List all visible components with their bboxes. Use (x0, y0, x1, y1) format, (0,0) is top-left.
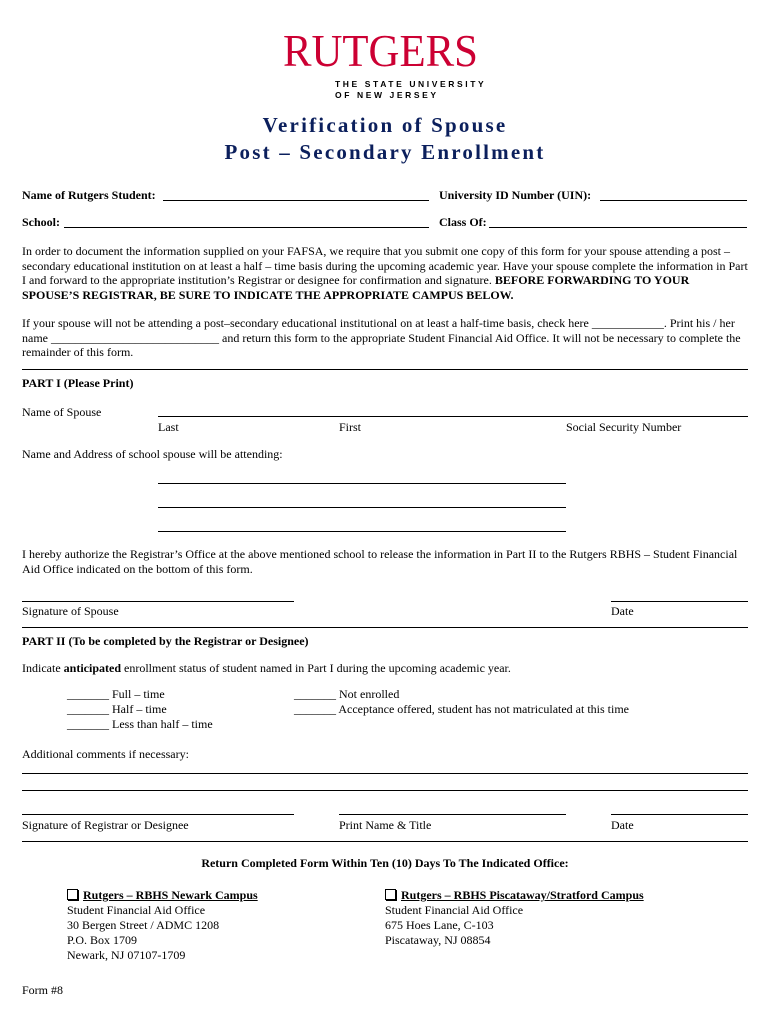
not-attending-part-2: . Print his / her name (22, 316, 735, 345)
print-name-label: Print Name & Title (339, 818, 432, 832)
uin-field[interactable] (600, 200, 747, 201)
intro-paragraph (22, 244, 748, 302)
school-attending-label: Name and Address of school spouse will be attending: (22, 447, 283, 461)
newark-campus-title: Rutgers – RBHS Newark Campus (83, 888, 258, 902)
check-here-blank[interactable]: ____________ (591, 316, 664, 330)
newark-line-3: P.O. Box 1709 (67, 933, 138, 947)
divider-part-2 (22, 627, 748, 628)
form-title-line-1: Verification of Spouse (262, 113, 508, 137)
spouse-name-line[interactable] (158, 416, 748, 417)
part-2-heading: PART II (To be completed by the Registrar or Designee) (22, 634, 309, 648)
option-half-time[interactable]: _______ Half – time (67, 702, 167, 716)
spouse-date-label: Date (611, 604, 634, 618)
col-last-label: Last (158, 420, 179, 434)
comments-line-2[interactable] (22, 790, 748, 791)
piscataway-office-block (385, 888, 644, 948)
not-attending-part-3: and return this form to the appropriate Student Financial Aid Office. It will not be necessary to complete the remainder of this form. (22, 330, 741, 359)
school-label: School: (22, 215, 61, 229)
spouse-name-label: Name of Spouse (22, 405, 102, 419)
print-name-line[interactable] (339, 814, 566, 815)
authorize-paragraph: I hereby authorize the Registrar’s Office at the above mentioned school to release the information in Part II to the Rutgers RBHS – Student Financial Aid Office indicated on the bottom of this form. (22, 547, 738, 576)
piscataway-checkbox-row[interactable] (385, 888, 644, 903)
form-number: Form #8 (22, 983, 64, 997)
piscataway-checkbox-icon[interactable] (385, 889, 396, 900)
logo-wordmark: RUTGERS (283, 25, 478, 76)
newark-office-block (67, 888, 258, 963)
newark-line-4: Newark, NJ 07107-1709 (67, 948, 186, 962)
newark-checkbox-icon[interactable] (67, 889, 78, 900)
piscataway-line-2: 675 Hoes Lane, C-103 (385, 918, 494, 932)
registrar-signature-label: Signature of Registrar or Designee (22, 818, 189, 832)
class-of-field[interactable] (489, 227, 747, 228)
option-full-time[interactable]: _______ Full – time (67, 687, 165, 701)
school-address-line-3[interactable] (158, 531, 566, 532)
comments-label: Additional comments if necessary: (22, 747, 189, 761)
intro-bold-text: BEFORE FORWARDING TO YOUR SPOUSE’S REGISTRAR, BE SURE TO INDICATE THE APPROPRIATE CAMPUS BELOW. (22, 273, 690, 302)
logo-line-1: THE STATE UNIVERSITY (335, 79, 487, 89)
registrar-date-line[interactable] (611, 814, 748, 815)
spouse-name-blank[interactable]: ____________________________ (51, 330, 219, 345)
divider-return (22, 841, 748, 842)
logo-line-2: OF NEW JERSEY (335, 90, 439, 100)
newark-line-1: Student Financial Aid Office (67, 903, 206, 917)
uin-label: University ID Number (UIN): (439, 188, 592, 202)
class-of-label: Class Of: (439, 215, 487, 229)
piscataway-campus-title: Rutgers – RBHS Piscataway/Stratford Campus (401, 888, 644, 902)
divider-part-1 (22, 369, 748, 370)
form-title-line-2: Post – Secondary Enrollment (224, 140, 546, 164)
spouse-signature-label: Signature of Spouse (22, 604, 119, 618)
indicate-text (22, 661, 511, 676)
registrar-date-label: Date (611, 818, 634, 832)
option-less-than-half[interactable]: _______ Less than half – time (67, 717, 213, 731)
piscataway-line-3: Piscataway, NJ 08854 (385, 933, 491, 947)
col-ssn-label: Social Security Number (566, 420, 682, 434)
return-heading: Return Completed Form Within Ten (10) Days To The Indicated Office: (201, 856, 569, 870)
indicate-pre: Indicate (22, 661, 64, 675)
intro-text: In order to document the information supplied on your FAFSA, we require that you submit one copy of this form for your spouse attending a post – secondary educational institution on at least a half – time basis during the upcoming academic year. Have your spouse complete the information in Part I and forward to the appropriate institution’s Registrar or designee for confirmation and signature. (22, 244, 748, 287)
spouse-signature-line[interactable] (22, 601, 294, 602)
spouse-date-line[interactable] (611, 601, 748, 602)
indicate-post: enrollment status of student named in Part I during the upcoming academic year. (121, 661, 511, 675)
student-name-field[interactable] (163, 200, 429, 201)
newark-checkbox-row[interactable] (67, 888, 258, 903)
school-field[interactable] (64, 227, 429, 228)
option-acceptance-offered[interactable]: _______ Acceptance offered, student has not matriculated at this time (294, 702, 630, 716)
option-not-enrolled[interactable]: _______ Not enrolled (294, 687, 400, 701)
school-address-line-2[interactable] (158, 507, 566, 508)
student-name-label: Name of Rutgers Student: (22, 188, 156, 202)
newark-line-2: 30 Bergen Street / ADMC 1208 (67, 918, 220, 932)
rutgers-logo (283, 25, 493, 101)
part-1-heading: PART I (Please Print) (22, 376, 134, 390)
not-attending-paragraph (22, 316, 748, 360)
not-attending-part-1: If your spouse will not be attending a post–secondary educational institutional on at least a half-time basis, check here (22, 316, 589, 330)
comments-line-1[interactable] (22, 773, 748, 774)
col-first-label: First (339, 420, 362, 434)
school-address-line-1[interactable] (158, 483, 566, 484)
piscataway-line-1: Student Financial Aid Office (385, 903, 524, 917)
registrar-signature-line[interactable] (22, 814, 294, 815)
indicate-bold: anticipated (63, 661, 121, 675)
